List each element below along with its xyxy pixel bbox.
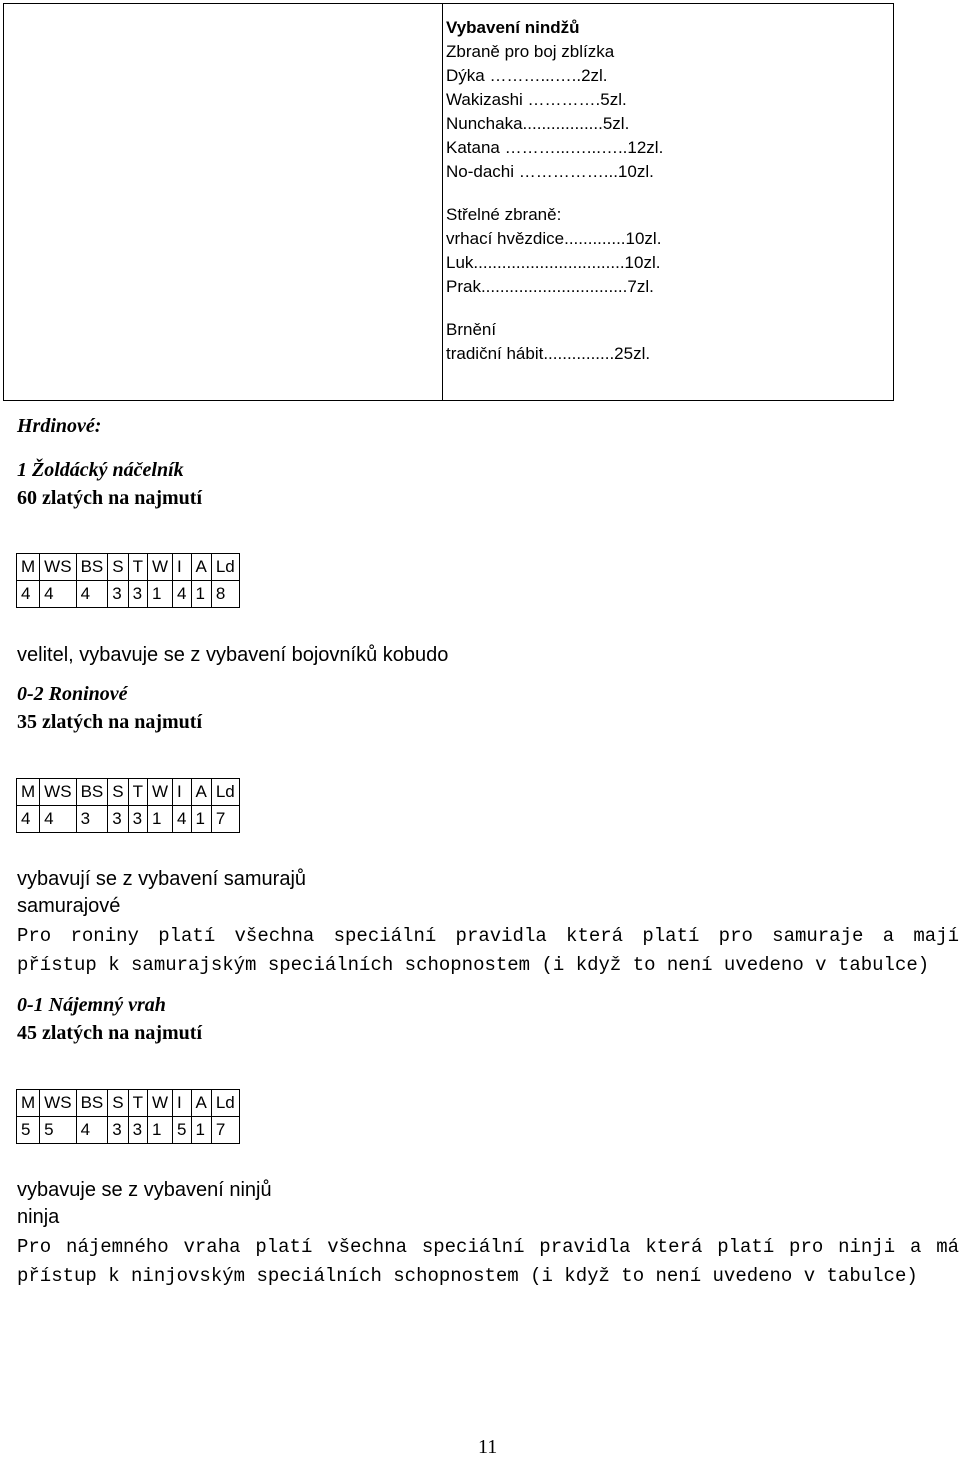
heroes-title: Hrdinové:: [17, 415, 102, 437]
unit-name: 0-1 Nájemný vrah: [17, 994, 166, 1016]
box-divider: [442, 4, 443, 400]
unit-cost: 60 zlatých na najmutí: [17, 487, 202, 509]
stat-value: 3: [128, 1117, 147, 1144]
equipment-list: [446, 16, 663, 366]
stat-header: M: [17, 554, 40, 581]
stat-value: 1: [191, 1117, 211, 1144]
stat-value: 4: [17, 806, 40, 833]
page-number: 11: [478, 1436, 498, 1458]
ranged-item: Luk................................10zl.: [446, 253, 661, 272]
stat-header: A: [191, 779, 211, 806]
unit-note: ninja: [17, 1206, 60, 1228]
unit-rule: Pro roniny platí všechna speciální pravidla která platí pro samuraje a mají přístup k samurajským speciálních schopnostem (i když to není uvedeno v tabulce): [17, 925, 959, 976]
stat-value: 4: [76, 581, 108, 608]
unit-note: vybavuje se z vybavení ninjů: [17, 1179, 272, 1201]
stat-header: BS: [76, 779, 108, 806]
equipment-heading: Vybavení nindžů: [446, 18, 580, 37]
stat-value: 1: [147, 1117, 172, 1144]
stat-value: 1: [147, 806, 172, 833]
stat-value: 4: [40, 581, 76, 608]
stat-value-row: [17, 1117, 240, 1144]
stat-value: 5: [17, 1117, 40, 1144]
stat-value: 3: [128, 581, 147, 608]
stat-value: 4: [173, 806, 191, 833]
unit-header: [17, 991, 202, 1047]
stat-header: W: [147, 1090, 172, 1117]
stat-value: 8: [211, 581, 239, 608]
stat-header: I: [173, 779, 191, 806]
unit-note: vybavují se z vybavení samurajů: [17, 868, 307, 890]
stat-header: M: [17, 779, 40, 806]
stat-value: 7: [211, 806, 239, 833]
unit-note: samurajové: [17, 895, 121, 917]
stat-header: T: [128, 779, 147, 806]
stat-header: W: [147, 554, 172, 581]
unit-rule: Pro nájemného vraha platí všechna speciální pravidla která platí pro ninji a má přístup k ninjovským speciálních schopnostem (i když to není uvedeno v tabulce): [17, 1236, 959, 1287]
unit-notes: [17, 866, 306, 920]
unit-name: 0-2 Roninové: [17, 683, 128, 705]
stat-header: A: [191, 1090, 211, 1117]
stat-value: 3: [76, 806, 108, 833]
stat-header: Ld: [211, 1090, 239, 1117]
stat-header: I: [173, 554, 191, 581]
unit-header: [17, 456, 202, 512]
stat-header: Ld: [211, 779, 239, 806]
stat-value: 3: [108, 1117, 128, 1144]
stat-header: BS: [76, 1090, 108, 1117]
armor-item: tradiční hábit...............25zl.: [446, 344, 651, 363]
stat-value: 1: [147, 581, 172, 608]
stat-value: 1: [191, 806, 211, 833]
stat-value-row: [17, 581, 240, 608]
ranged-item: Prak...............................7zl.: [446, 277, 654, 296]
stat-value: 5: [40, 1117, 76, 1144]
melee-item: Katana ………...…...…..12zl.: [446, 138, 664, 157]
unit-notes: [17, 1177, 272, 1231]
melee-item: Dýka ………...…..2zl.: [446, 66, 608, 85]
unit-header: [17, 680, 202, 736]
stat-header: Ld: [211, 554, 239, 581]
stat-value: 4: [173, 581, 191, 608]
melee-title: Zbraně pro boj zblízka: [446, 42, 615, 61]
stat-header-row: [17, 554, 240, 581]
stat-header: WS: [40, 779, 76, 806]
unit-note: velitel, vybavuje se z vybavení bojovníků kobudo: [17, 644, 449, 666]
stat-header: BS: [76, 554, 108, 581]
stat-header: S: [108, 554, 128, 581]
stat-value-row: [17, 806, 240, 833]
stat-header: T: [128, 1090, 147, 1117]
stat-header: S: [108, 1090, 128, 1117]
unit-name: 1 Žoldácký náčelník: [17, 459, 184, 481]
stat-value: 4: [17, 581, 40, 608]
stat-value: 7: [211, 1117, 239, 1144]
ranged-title: Střelné zbraně:: [446, 205, 562, 224]
ranged-item: vrhací hvězdice.............10zl.: [446, 229, 662, 248]
stat-header-row: [17, 1090, 240, 1117]
stat-header: T: [128, 554, 147, 581]
stat-value: 5: [173, 1117, 191, 1144]
stat-table: [16, 1089, 240, 1144]
stat-table: [16, 778, 240, 833]
stat-table: [16, 553, 240, 608]
stat-header: A: [191, 554, 211, 581]
stat-header: S: [108, 779, 128, 806]
armor-title: Brnění: [446, 320, 497, 339]
unit-cost: 35 zlatých na najmutí: [17, 711, 202, 733]
stat-value: 4: [76, 1117, 108, 1144]
stat-header: I: [173, 1090, 191, 1117]
melee-item: Nunchaka.................5zl.: [446, 114, 630, 133]
stat-header: W: [147, 779, 172, 806]
stat-header: WS: [40, 554, 76, 581]
stat-value: 3: [108, 581, 128, 608]
stat-value: 4: [40, 806, 76, 833]
unit-cost: 45 zlatých na najmutí: [17, 1022, 202, 1044]
melee-item: No-dachi ……………...10zl.: [446, 162, 654, 181]
stat-header-row: [17, 779, 240, 806]
stat-value: 3: [128, 806, 147, 833]
stat-value: 3: [108, 806, 128, 833]
stat-header: WS: [40, 1090, 76, 1117]
stat-value: 1: [191, 581, 211, 608]
melee-item: Wakizashi ………….5zl.: [446, 90, 627, 109]
stat-header: M: [17, 1090, 40, 1117]
